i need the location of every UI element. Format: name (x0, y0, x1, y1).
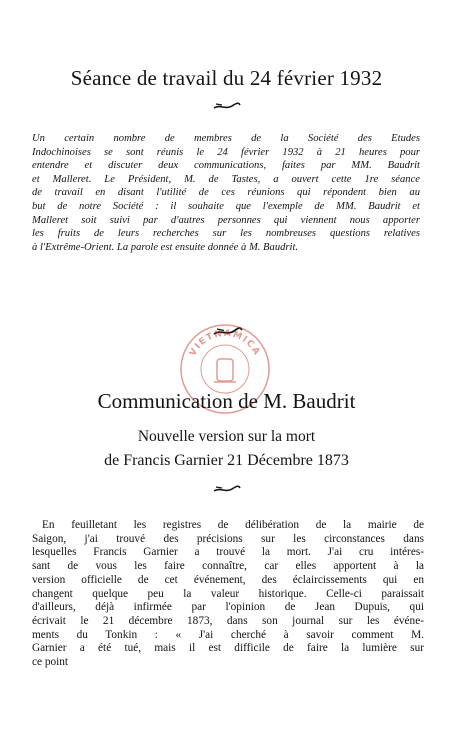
body-line: ce point (32, 656, 69, 669)
intro-line: à l'Extrême-Orient. La parole est ensuite donnée à M. Baudrit. (32, 241, 299, 253)
body-line: écrivait le 21 décembre 1873, dans son journal sur les événe- (32, 614, 424, 627)
body-line: lesquelles Francis Garnier a trouvé la mort. J'ai cru intéres- (32, 546, 424, 559)
communication-subtitle: Nouvelle version sur la mort (137, 428, 316, 445)
communication-body (32, 519, 424, 670)
session-intro-paragraph (32, 132, 420, 254)
communication-subtitle-date: de Francis Garnier 21 Décembre 1873 (104, 452, 349, 469)
communication-title: Communication de M. Baudrit (97, 389, 356, 413)
body-line: Saigon, j'ai trouvé des précisions sur les circonstances dans (32, 532, 424, 545)
intro-line: de travail en disant l'utilité de ces réunions qui répondent bien au (32, 187, 420, 199)
body-line: d'ailleurs, déjà infirmée par l'opinion de Jean Dupuis, qui (32, 601, 424, 614)
body-line: Garnier a été tué, mais il est difficile de faire la lumière sur (32, 642, 424, 655)
intro-line: les fruits de leurs recherches sur les nombreuses questions relatives (32, 228, 420, 240)
intro-line: Indochinoises se sont réunis le 24 février 1932 à 21 heures pour (32, 146, 420, 158)
intro-line: Malleret soit suivi par d'autres personnes qui viennent nous apporter (32, 214, 420, 226)
intro-line: et Malleret. Le Président, M. de Tastes, a ouvert cette 1re séance (32, 173, 420, 185)
intro-line: Un certain nombre de membres de la Société des Etudes (32, 133, 420, 144)
body-line: changent quelque peu la valeur historique. Celle-ci paraissait (32, 587, 424, 600)
intro-line: entendre et discuter deux communications, faites par MM. Baudrit (32, 160, 420, 172)
svg-text:VIETNAMICA: VIETNAMICA (188, 328, 262, 358)
intro-line: but de notre Société : il souhaite que l'exemple de MM. Baudrit et (32, 200, 420, 212)
body-line: En feuilletant les registres de délibération de la mairie de (42, 519, 424, 531)
body-line: ments du Tonkin : « J'ai cherché à savoir comment M. (32, 628, 424, 641)
ornament-divider-1 (212, 101, 242, 111)
ornament-divider-3 (212, 484, 242, 494)
body-line: version officielle de cet événement, des éclaircissements qui en (32, 573, 424, 586)
body-line: sant de vous les faire connaître, car elles apportent à la (32, 560, 424, 573)
session-title: Séance de travail du 24 février 1932 (70, 66, 383, 90)
